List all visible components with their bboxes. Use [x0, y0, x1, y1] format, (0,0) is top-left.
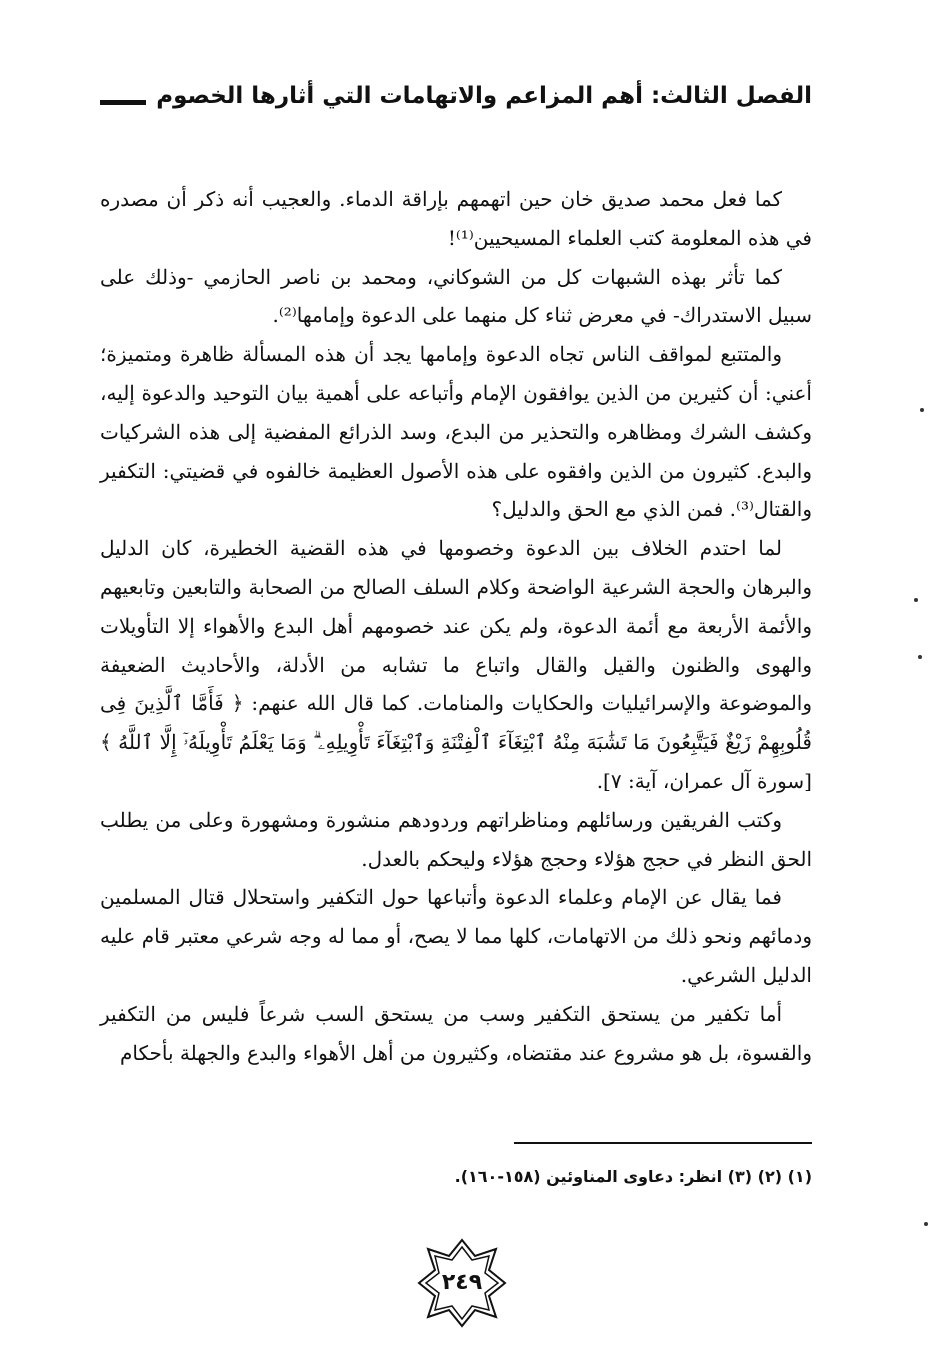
paragraph-6: فما يقال عن الإمام وعلماء الدعوة وأتباعها حول التكفير واستحلال قتال المسلمين ودمائهم ونحو ذلك من الاتهامات، كلها مما لا يصح، أو مما له وجه شرعي معتبر قام عليه الدليل الشرعي. — [100, 885, 812, 987]
page-number: ٢٤٩ — [441, 1270, 483, 1295]
body-text — [100, 180, 812, 1072]
running-header — [100, 76, 812, 116]
header-rule — [100, 100, 146, 105]
chapter-title: الفصل الثالث: أهم المزاعم والاتهامات التي أثارها الخصوم — [156, 83, 812, 109]
paragraph-2: كما تأثر بهذه الشبهات كل من الشوكاني، ومحمد بن ناصر الحازمي -وذلك على سبيل الاستدراك- في معرض ثناء كل منهما على الدعوة وإمامها⁽²⁾. — [100, 264, 812, 328]
paragraph-5: وكتب الفريقين ورسائلهم ومناظراتهم وردودهم منشورة ومشهورة وعلى من يطلب الحق النظر في حجج هؤلاء وحجج هؤلاء وليحكم بالعدل. — [100, 807, 812, 871]
paragraph-3: والمتتبع لمواقف الناس تجاه الدعوة وإمامها يجد أن هذه المسألة ظاهرة ومتميزة؛ أعني: أن كثيرين من الذين يوافقون الإمام وأتباعه على أهمية بيان التوحيد والدعوة إليه، وكشف الشرك ومظاهره والتحذير من البدع، وسد الذرائع المفضية إلى هذه الشركيات والبدع. كثيرون من الذين وافقوه على هذه الأصول العظيمة خالفوه في قضيتي: التكفير والقتال⁽³⁾. فمن الذي مع الحق والدليل؟ — [100, 342, 812, 522]
paragraph-7: أما تكفير من يستحق التكفير وسب من يستحق السب شرعاً فليس من التكفير والقسوة، بل هو مشروع عند مقتضاه، وكثيرون من أهل الأهواء والبدع والجهلة بأحكام — [100, 1001, 812, 1065]
margin-dot — [920, 408, 924, 412]
footnote: (١) (٢) (٣) انظر: دعاوى المناوئين (١٥٨-١٦٠). — [454, 1167, 812, 1186]
paragraph-4: لما احتدم الخلاف بين الدعوة وخصومها في هذه القضية الخطيرة، كان الدليل والبرهان والحجة الشرعية الواضحة وكلام السلف الصالح من الصحابة والتابعين وتابعيهم والأئمة الأربعة مع أئمة الدعوة، ولم يكن عند خصومهم أهل البدع والأهواء إلا التأويلات والهوى والظنون والقيل والقال واتباع ما تشابه من الأدلة، والأحاديث الضعيفة والموضوعة والإسرائيليات والحكايات والمنامات. كما قال الله عنهم: ﴿ فَأَمَّا ٱلَّذِينَ فِى قُلُوبِهِمْ زَيْغٌ فَيَتَّبِعُونَ مَا تَشَٰبَهَ مِنْهُ ٱبْتِغَآءَ ٱلْفِتْنَةِ وَٱبْتِغَآءَ تَأْوِيلِهِۦ ۗ وَمَا يَعْلَمُ تَأْوِيلَهُۥٓ إِلَّا ٱللَّهُ ﴾ [سورة آل عمران، آية: ٧]. — [100, 536, 812, 793]
margin-dot — [914, 598, 918, 602]
footnote-rule — [514, 1142, 812, 1144]
margin-dot — [924, 1222, 928, 1226]
margin-dot — [918, 655, 922, 659]
paragraph-1: كما فعل محمد صديق خان حين اتهمهم بإراقة الدماء. والعجيب أنه ذكر أن مصدره في هذه المعلومة كتب العلماء المسيحيين⁽¹⁾! — [100, 187, 812, 250]
page-number-ornament — [417, 1238, 507, 1328]
